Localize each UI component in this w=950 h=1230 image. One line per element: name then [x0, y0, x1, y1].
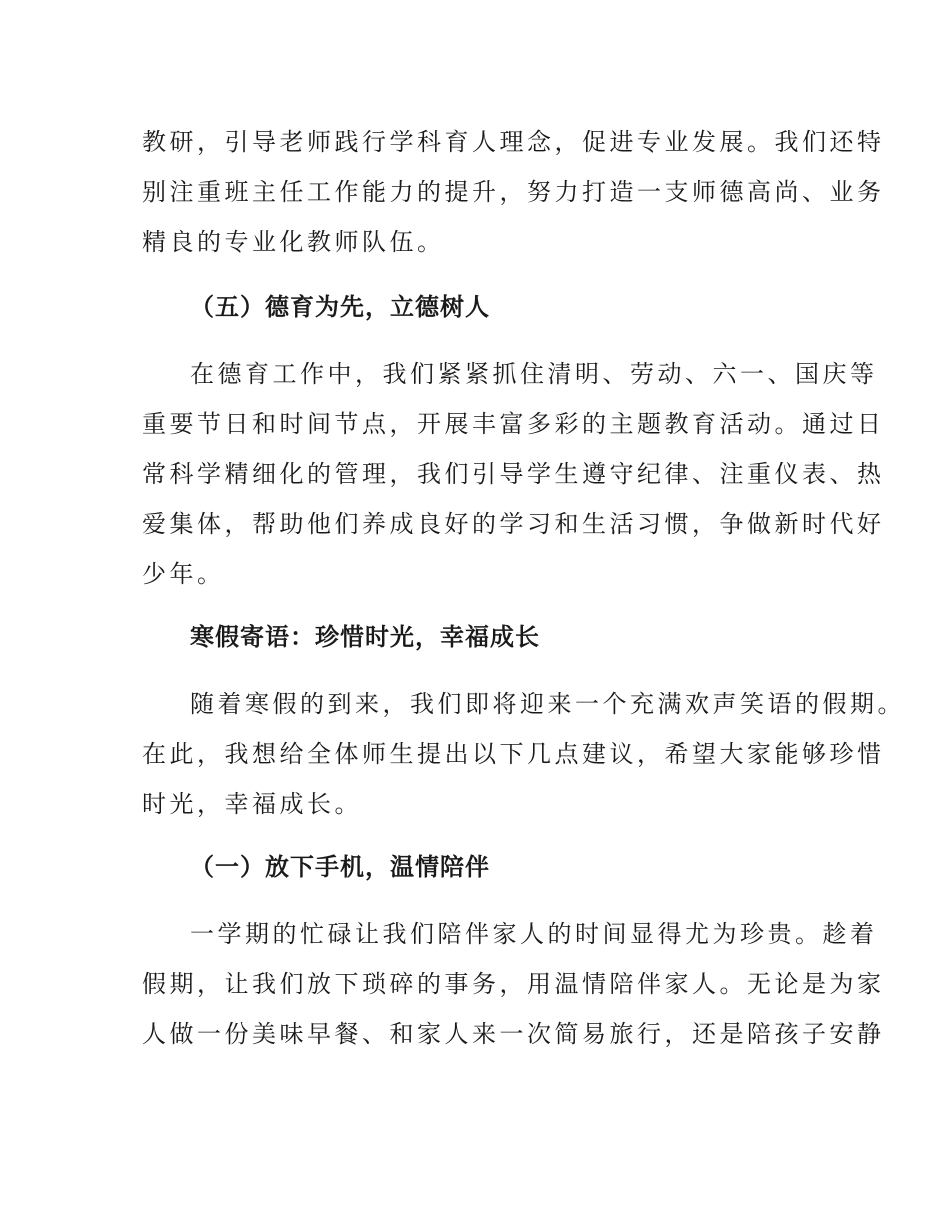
- paragraph-3-line-3: 时光，幸福成长。: [142, 790, 362, 818]
- paragraph-2-line-2: 重要节日和时间节点，开展丰富多彩的主题教育活动。通过日: [142, 410, 885, 438]
- winter-message-heading: 寒假寄语：珍惜时光，幸福成长: [190, 623, 540, 651]
- paragraph-2-line-1: 在德育工作中，我们紧紧抓住清明、劳动、六一、国庆等: [190, 360, 878, 388]
- paragraph-1-line-1: 教研，引导老师践行学科育人理念，促进专业发展。我们还特: [142, 128, 885, 156]
- paragraph-1-line-2: 别注重班主任工作能力的提升，努力打造一支师德高尚、业务: [142, 178, 885, 206]
- paragraph-4-line-3: 人做一份美味早餐、和家人来一次简易旅行，还是陪孩子安静: [142, 1020, 885, 1048]
- paragraph-4-line-1: 一学期的忙碌让我们陪伴家人的时间显得尤为珍贵。趁着: [190, 920, 878, 948]
- paragraph-2-line-5: 少年。: [142, 560, 225, 588]
- paragraph-4-line-2: 假期，让我们放下琐碎的事务，用温情陪伴家人。无论是为家: [142, 970, 885, 998]
- paragraph-3-line-1: 随着寒假的到来，我们即将迎来一个充满欢声笑语的假期。: [190, 690, 905, 718]
- paragraph-1-line-3: 精良的专业化教师队伍。: [142, 228, 445, 256]
- section-heading-5: （五）德育为先，立德树人: [190, 293, 490, 321]
- paragraph-2-line-3: 常科学精细化的管理，我们引导学生遵守纪律、注重仪表、热: [142, 460, 885, 488]
- paragraph-3-line-2: 在此，我想给全体师生提出以下几点建议，希望大家能够珍惜: [142, 740, 885, 768]
- paragraph-2-line-4: 爱集体，帮助他们养成良好的学习和生活习惯，争做新时代好: [142, 510, 885, 538]
- section-heading-1: （一）放下手机，温情陪伴: [190, 853, 490, 881]
